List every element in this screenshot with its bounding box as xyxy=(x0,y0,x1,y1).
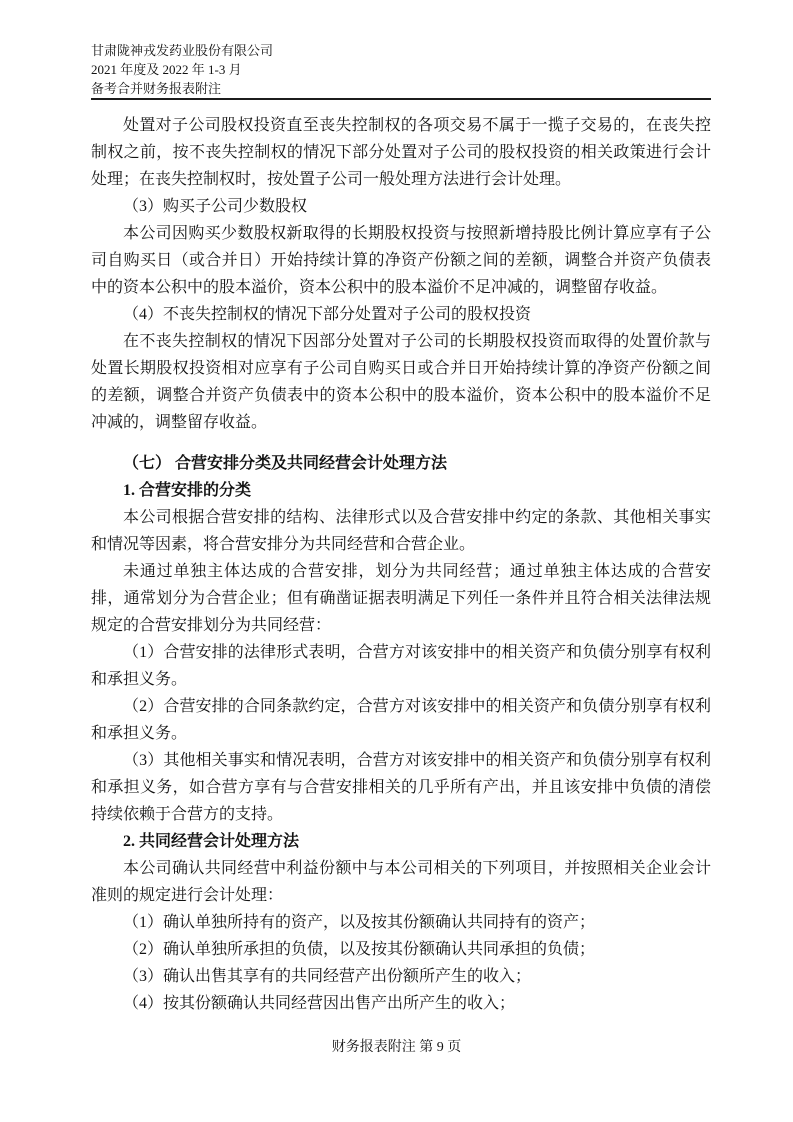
section-heading: （七） 合营安排分类及共同经营会计处理方法 xyxy=(123,455,448,472)
list-item: （1）合营安排的法律形式表明，合营方对该安排中的相关资产和负债分别享有权利和承担义务。 xyxy=(91,644,711,688)
page-footer: 财务报表附注 第 9 页 xyxy=(331,1040,462,1055)
subsection-heading: 1. 合营安排的分类 xyxy=(123,482,252,499)
company-name: 甘肃陇神戎发药业股份有限公司 xyxy=(91,43,274,58)
list-item: （4）按其份额确认共同经营因出售产出所产生的收入； xyxy=(123,995,516,1012)
page-header xyxy=(91,41,711,98)
list-item: （2）合营安排的合同条款约定，合营方对该安排中的相关资产和负债分别享有权利和承担义务。 xyxy=(91,698,711,742)
list-item: （3）确认出售其享有的共同经营产出份额所产生的收入； xyxy=(123,968,532,985)
body-paragraph: 在不丧失控制权的情况下因部分处置对子公司的长期股权投资而取得的处置价款与处置长期股权投资相对应享有子公司自购买日或合并日开始持续计算的净资产份额之间的差额，调整合并资产负债表中的资本公积中的股本溢价，资本公积中的股本溢价不足冲减的，调整留存收益。 xyxy=(91,333,711,431)
body-paragraph: 本公司根据合营安排的结构、法律形式以及合营安排中约定的条款、其他相关事实和情况等因素，将合营安排分为共同经营和合营企业。 xyxy=(91,509,711,553)
list-item: （1）确认单独所持有的资产，以及按其份额确认共同持有的资产； xyxy=(123,914,596,931)
report-period: 2021 年度及 2022 年 1-3 月 xyxy=(91,62,242,77)
document-title: 备考合并财务报表附注 xyxy=(91,81,222,96)
body-paragraph: 本公司确认共同经营中利益份额中与本公司相关的下列项目，并按照相关企业会计准则的规定进行会计处理： xyxy=(91,860,711,904)
header-rule xyxy=(91,98,711,100)
body-paragraph: 未通过单独主体达成的合营安排，划分为共同经营；通过单独主体达成的合营安排，通常划分为合营企业；但有确凿证据表明满足下列任一条件并且符合相关法律法规规定的合营安排划分为共同经营： xyxy=(91,563,711,634)
list-item: （2）确认单独所承担的负债，以及按其份额确认共同承担的负债； xyxy=(123,941,596,958)
document-body xyxy=(91,112,711,1017)
list-item-heading: （4）不丧失控制权的情况下部分处置对子公司的股权投资 xyxy=(123,306,532,323)
body-paragraph: 本公司因购买少数股权新取得的长期股权投资与按照新增持股比例计算应享有子公司自购买日（或合并日）开始持续计算的净资产份额之间的差额，调整合并资产负债表中的资本公积中的股本溢价，资本公积中的股本溢价不足冲减的，调整留存收益。 xyxy=(91,225,711,296)
list-item-heading: （3）购买子公司少数股权 xyxy=(123,198,308,215)
body-paragraph: 处置对子公司股权投资直至丧失控制权的各项交易不属于一揽子交易的，在丧失控制权之前，按不丧失控制权的情况下部分处置对子公司的股权投资的相关政策进行会计处理；在丧失控制权时，按处置子公司一般处理方法进行会计处理。 xyxy=(91,117,711,188)
subsection-heading: 2. 共同经营会计处理方法 xyxy=(123,833,300,850)
list-item: （3）其他相关事实和情况表明，合营方对该安排中的相关资产和负债分别享有权利和承担义务，如合营方享有与合营安排相关的几乎所有产出，并且该安排中负债的清偿持续依赖于合营方的支持。 xyxy=(91,752,711,823)
